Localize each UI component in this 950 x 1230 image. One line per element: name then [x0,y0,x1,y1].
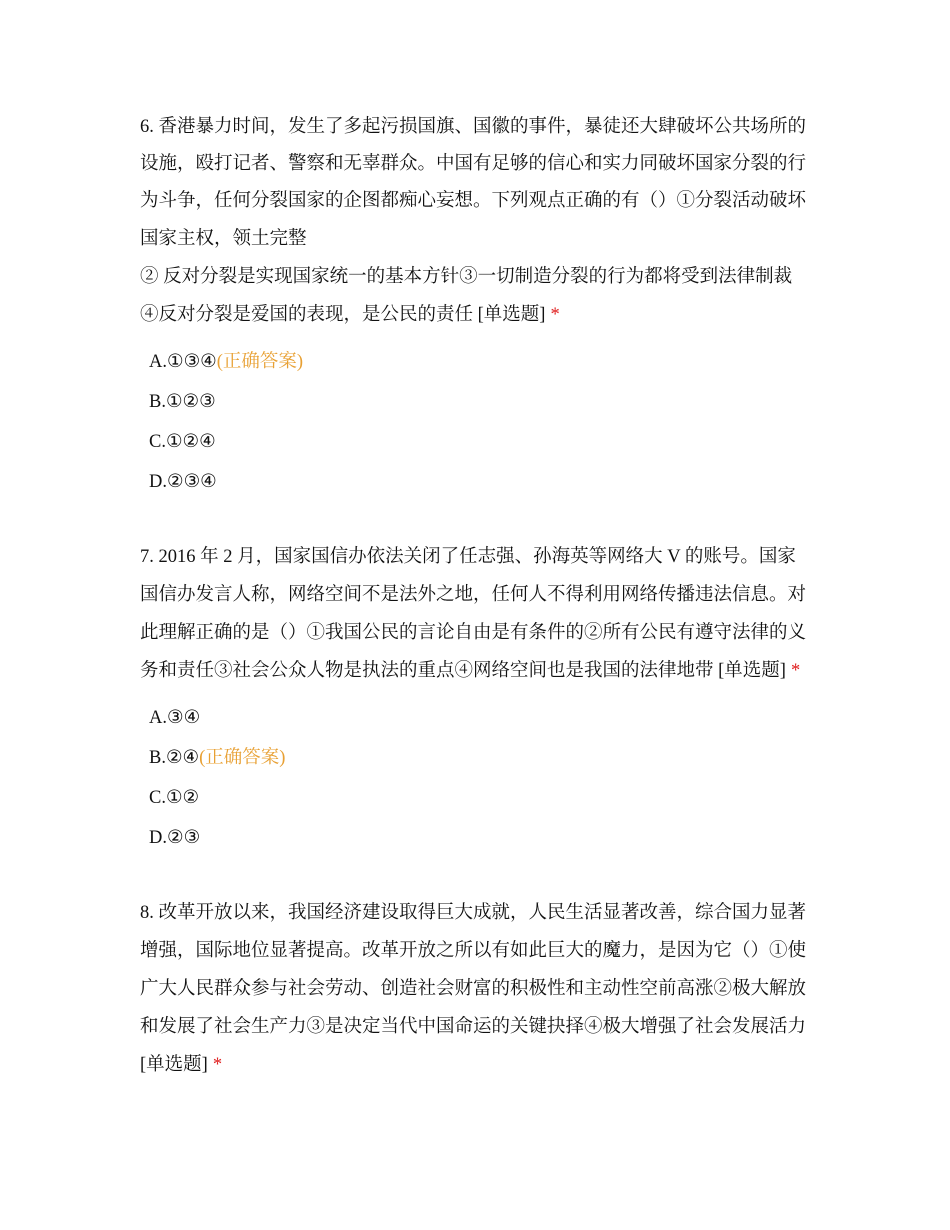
question-text-line: 设施，殴打记者、警察和无辜群众。中国有足够的信心和实力同破坏国家分裂的行 [140,154,807,174]
question-text-line: 8. 改革开放以来，我国经济建设取得巨大成就，人民生活显著改善，综合国力显著 [140,903,807,923]
required-marker: * [790,661,801,681]
option-c[interactable] [149,430,216,454]
option-label: D.②③ [149,828,201,848]
option-d[interactable] [149,826,200,850]
required-marker: * [212,1055,223,1075]
correct-answer-tag: (正确答案) [199,748,286,768]
option-a[interactable] [149,706,200,730]
question-text-line: ② 反对分裂是实现国家统一的基本方针③一切制造分裂的行为都将受到法律制裁 [140,267,793,287]
option-label: B.②④ [149,748,200,768]
option-label: A.③④ [149,708,201,728]
question-text: ④反对分裂是爱国的表现，是公民的责任 [单选题] [140,305,546,325]
question-text-line: 国家主权，领土完整 [140,229,307,249]
question-text-line [140,303,560,327]
option-c[interactable] [149,786,199,810]
question-text-line: 7. 2016 年 2 月，国家国信办依法关闭了任志强、孙海英等网络大 V 的账号。国家 [140,547,796,567]
question-text-line: 6. 香港暴力时间，发生了多起污损国旗、国徽的事件，暴徒还大肆破坏公共场所的 [140,117,807,137]
option-label: D.②③④ [149,472,217,492]
correct-answer-tag: (正确答案) [216,352,304,372]
required-marker: * [550,305,560,325]
question-text-line: 和发展了社会生产力③是决定当代中国命运的关键抉择④极大增强了社会发展活力 [140,1017,807,1037]
option-a[interactable] [149,350,303,374]
question-text: [单选题] [140,1055,208,1075]
question-text-line [140,1053,222,1077]
question-text: 务和责任③社会公众人物是执法的重点④网络空间也是我国的法律地带 [单选题] [140,661,786,681]
question-text-line: 增强，国际地位显著提高。改革开放之所以有如此巨大的魔力，是因为它（）①使 [140,941,807,961]
option-b[interactable] [149,746,285,770]
option-label: A.①③④ [149,352,217,372]
option-label: C.①②④ [149,432,216,452]
question-text-line: 国信办发言人称，网络空间不是法外之地，任何人不得利用网络传播违法信息。对 [140,585,807,605]
option-label: B.①②③ [149,392,216,412]
question-text-line: 此理解正确的是（）①我国公民的言论自由是有条件的②所有公民有遵守法律的义 [140,623,807,643]
option-b[interactable] [149,390,216,414]
option-d[interactable] [149,470,217,494]
question-text-line: 为斗争，任何分裂国家的企图都痴心妄想。下列观点正确的有（）①分裂活动破坏 [140,191,807,211]
question-text-line: 广大人民群众参与社会劳动、创造社会财富的积极性和主动性空前高涨②极大解放 [140,979,807,999]
option-label: C.①② [149,788,200,808]
question-text-line [140,659,800,683]
